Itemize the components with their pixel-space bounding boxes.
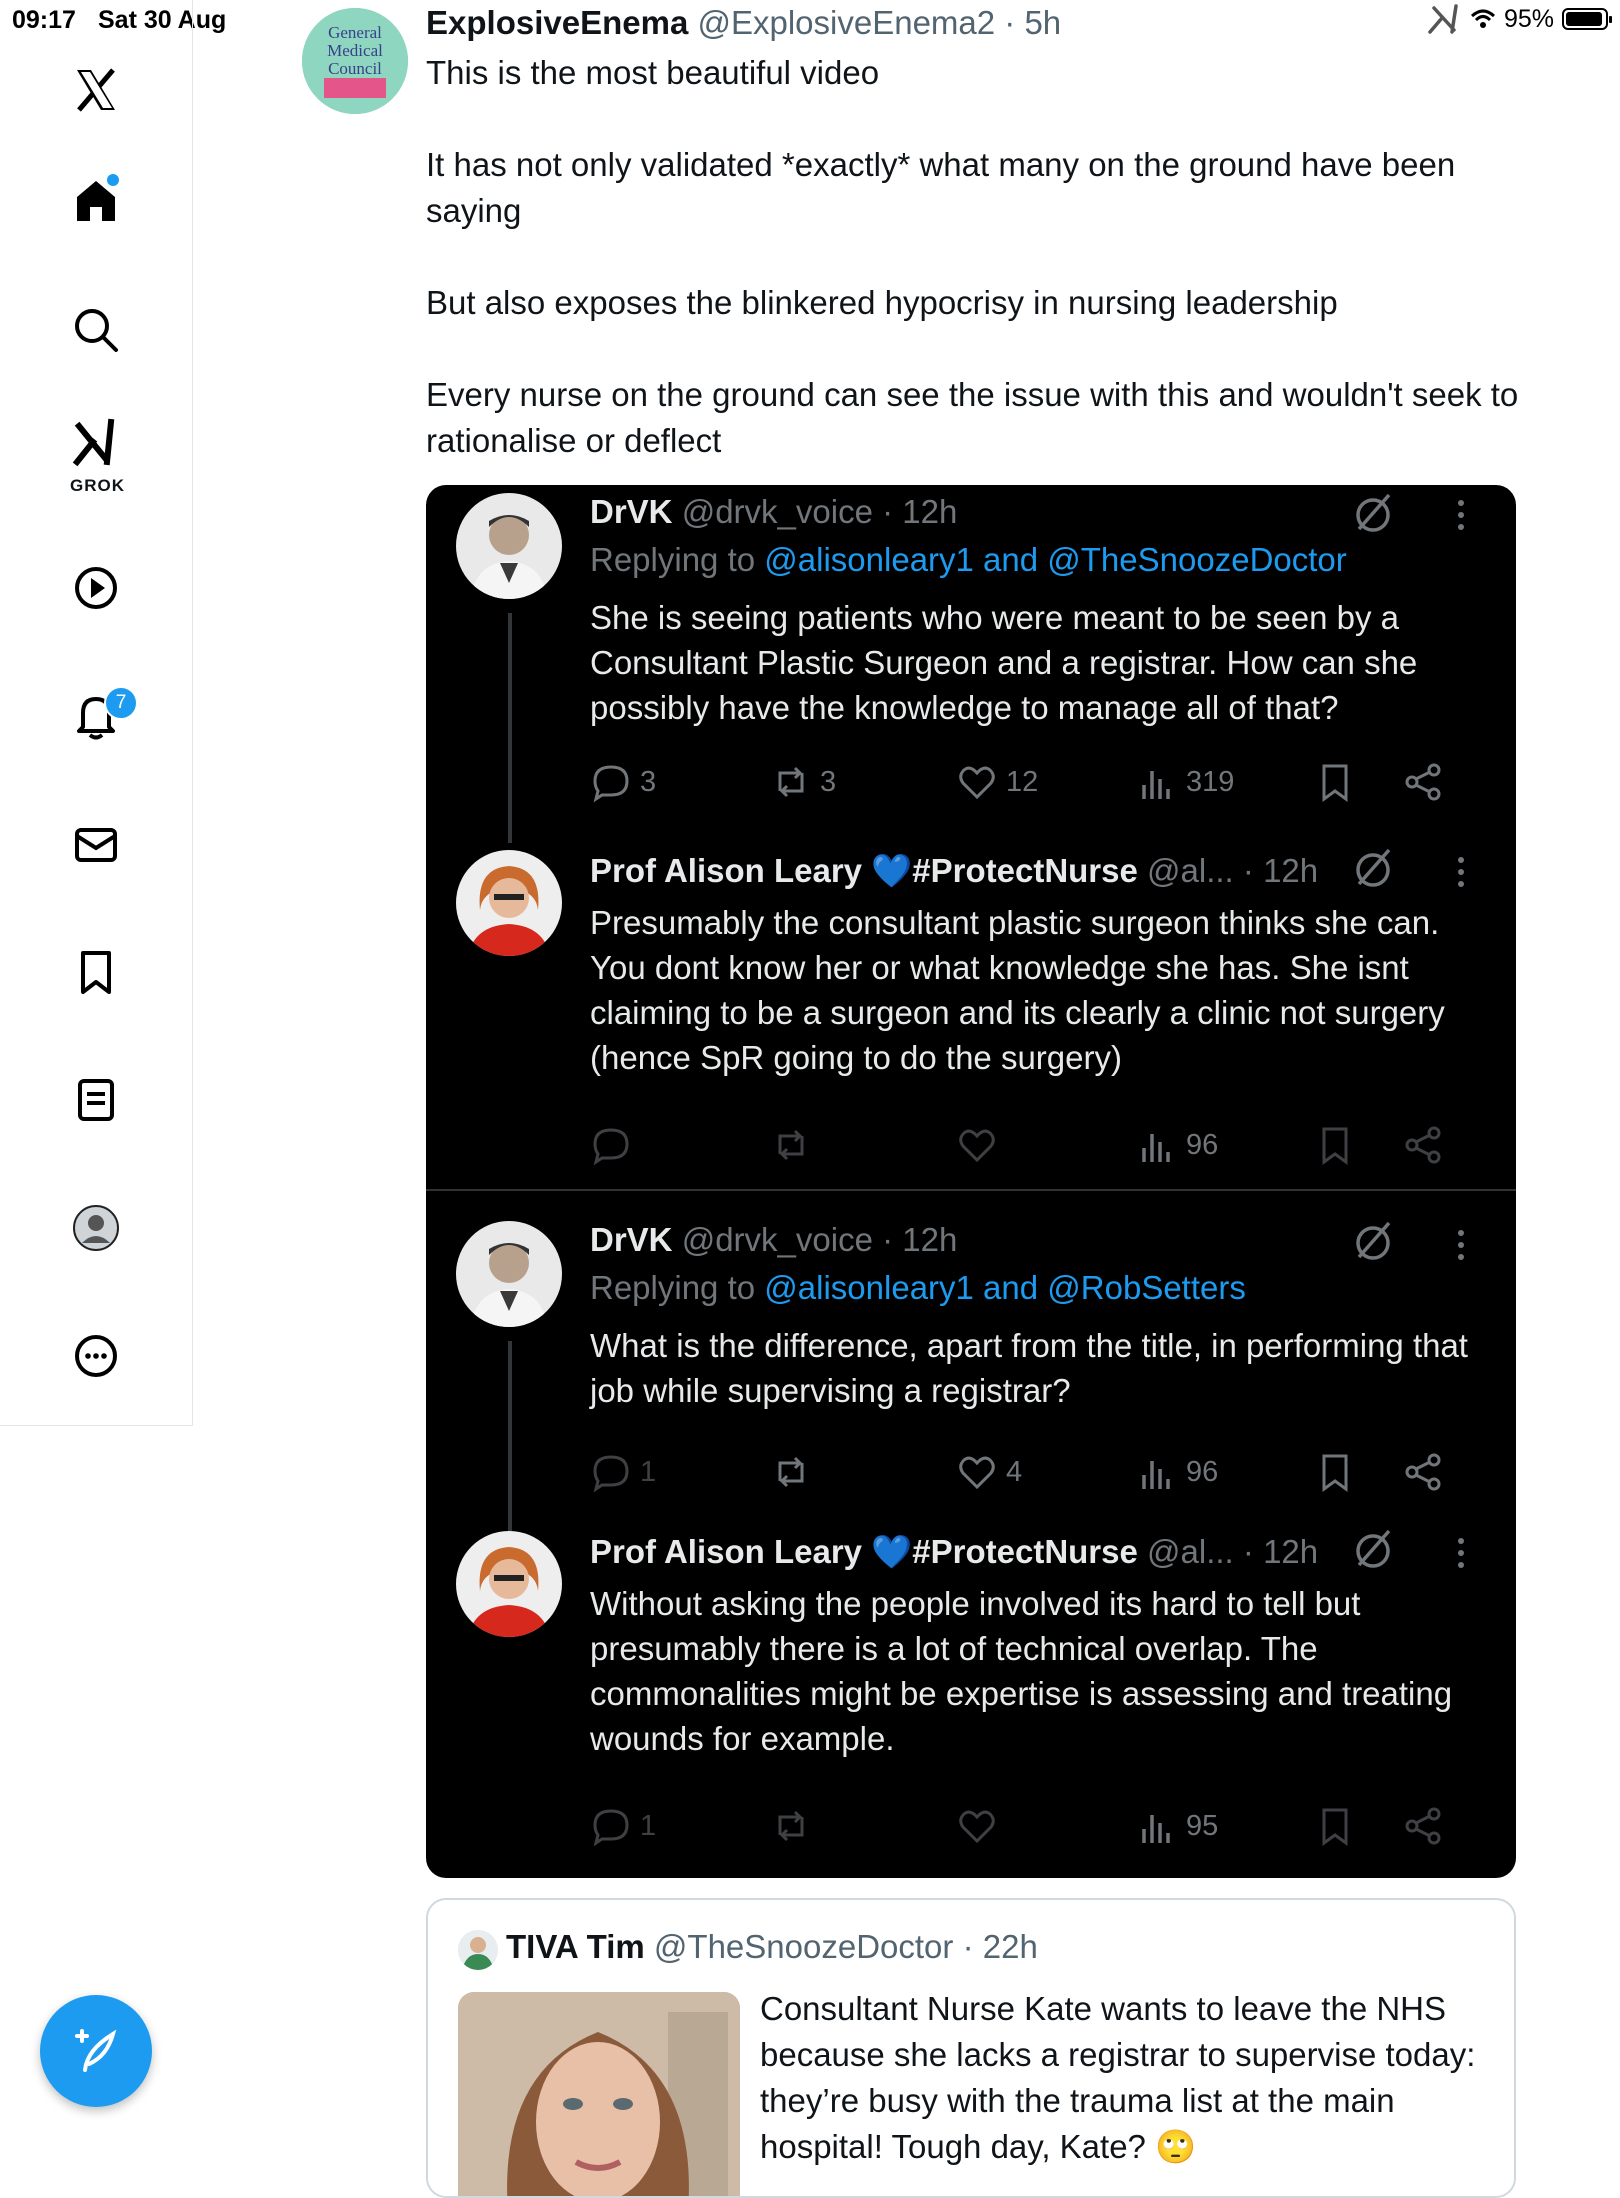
tweet-paragraph: But also exposes the blinkered hypocrisy in nursing leadership <box>426 284 1338 321</box>
bookmark-icon <box>1314 1451 1356 1493</box>
views-chart-icon <box>1136 1451 1178 1493</box>
views-chart-icon <box>1136 1124 1178 1166</box>
thread-connector-line <box>508 613 512 843</box>
share-button[interactable] <box>1402 1120 1444 1170</box>
reply-avatar[interactable] <box>456 1221 562 1327</box>
reply-text: Presumably the consultant plastic surgeon thinks she can. You dont know her or what knowledge she has. She isnt claiming to be a surgeon and its clearly a clinic not surgery (hence SpR going to do the surgery) <box>590 904 1445 1076</box>
nav-grok[interactable] <box>0 400 192 500</box>
views-button[interactable] <box>1136 1447 1218 1497</box>
share-icon <box>1402 761 1444 803</box>
gmc-logo-avatar <box>302 8 408 114</box>
nav-profile[interactable] <box>0 1178 192 1278</box>
thread-reply <box>426 850 1516 1210</box>
view-count: 319 <box>1186 765 1235 798</box>
thread-reply <box>426 1531 1516 1871</box>
reply-button[interactable] <box>590 1120 640 1170</box>
views-chart-icon <box>1136 761 1178 803</box>
alison-avatar <box>456 1531 562 1637</box>
comment-icon <box>590 1451 632 1493</box>
grok-status-icon <box>1428 4 1462 34</box>
bookmark-button[interactable] <box>1314 1447 1356 1497</box>
share-icon <box>1402 1451 1444 1493</box>
comment-icon <box>590 1805 632 1847</box>
bookmark-icon <box>1314 761 1356 803</box>
grok-label: GROK <box>70 476 125 495</box>
sidebar <box>0 0 193 1426</box>
reply-author-handle[interactable]: @drvk_voice <box>681 1221 873 1258</box>
alison-avatar <box>456 850 562 956</box>
wifi-icon <box>1470 8 1496 30</box>
nav-notifications[interactable] <box>0 666 192 766</box>
reply-time[interactable]: · 12h <box>882 493 958 530</box>
replying-to <box>590 541 1347 579</box>
repost-icon <box>770 1451 812 1493</box>
share-button[interactable] <box>1402 1447 1444 1497</box>
quoted-header <box>506 1928 1038 1966</box>
bookmark-button[interactable] <box>1314 1801 1356 1851</box>
reply-author-handle[interactable]: @drvk_voice <box>681 493 873 530</box>
reply-author-handle[interactable]: @al... <box>1147 852 1234 889</box>
home-unread-dot <box>107 174 119 186</box>
reply-button[interactable] <box>590 1801 656 1851</box>
drvk-avatar <box>456 1221 562 1327</box>
share-icon <box>1402 1124 1444 1166</box>
reply-header <box>590 852 1318 891</box>
grok-icon <box>71 418 121 468</box>
svg-text:Council: Council <box>328 59 382 78</box>
video-play-icon <box>71 563 121 613</box>
quoted-author-handle[interactable]: @TheSnoozeDoctor <box>653 1928 954 1965</box>
battery-percent: 95% <box>1503 4 1554 33</box>
status-date: Sat 30 Aug <box>98 6 227 34</box>
reply-count: 3 <box>640 765 657 798</box>
repost-button[interactable] <box>770 757 836 807</box>
view-count: 95 <box>1186 1809 1219 1842</box>
nav-home[interactable] <box>0 150 192 250</box>
mail-icon <box>71 820 121 870</box>
nav-lists[interactable] <box>0 1050 192 1150</box>
drvk-avatar <box>456 493 562 599</box>
repost-icon <box>770 1805 812 1847</box>
more-options-icon[interactable] <box>1454 495 1468 535</box>
replying-to <box>590 1269 1246 1307</box>
quoted-tweet-card[interactable] <box>426 1898 1516 2198</box>
share-button[interactable] <box>1402 757 1444 807</box>
replying-to-users[interactable]: @alisonleary1 and @RobSetters <box>764 1269 1246 1306</box>
replying-to-prefix: Replying to <box>590 1269 756 1306</box>
repost-icon <box>770 761 812 803</box>
heart-icon <box>956 1451 998 1493</box>
nav-video[interactable] <box>0 538 192 638</box>
reply-text: She is seeing patients who were meant to be seen by a Consultant Plastic Surgeon and a registrar. How can she possibly have the knowledge to manage all of that? <box>590 599 1418 726</box>
grok-explain-icon[interactable] <box>1351 1527 1395 1571</box>
compose-feather-icon <box>71 2026 121 2076</box>
bookmark-icon <box>1314 1124 1356 1166</box>
heart-icon <box>956 761 998 803</box>
tweet-paragraph: Every nurse on the ground can see the issue with this and wouldn't seek to rationalise or deflect <box>426 376 1519 459</box>
reply-time[interactable]: · 12h <box>1242 852 1319 889</box>
thread-connector-line <box>508 1341 512 1536</box>
view-count: 96 <box>1186 1455 1219 1488</box>
compose-post-button[interactable] <box>40 1995 152 2107</box>
nav-more[interactable] <box>0 1306 192 1406</box>
battery-level <box>1566 12 1602 26</box>
reply-author-name[interactable]: DrVK <box>590 1221 673 1258</box>
grok-explain-icon[interactable] <box>1351 846 1395 890</box>
profile-avatar-icon <box>71 1203 121 1253</box>
video-thumbnail[interactable] <box>458 1992 740 2198</box>
tweet-paragraph: It has not only validated *exactly* what many on the ground have been saying <box>426 146 1456 229</box>
tweet-time[interactable]: · 5h <box>1004 4 1062 41</box>
reply-header <box>590 1533 1318 1572</box>
like-button[interactable] <box>956 1447 1022 1497</box>
quoted-author-name[interactable]: TIVA Tim <box>506 1928 645 1965</box>
reply-author-name[interactable]: Prof Alison Leary 💙#ProtectNurse <box>590 852 1138 889</box>
views-button[interactable] <box>1136 1120 1218 1170</box>
reply-actions <box>590 1120 1490 1170</box>
quoted-thread-card[interactable] <box>426 485 1516 1878</box>
more-circle-icon <box>71 1331 121 1381</box>
quoted-tweet-text: Consultant Nurse Kate wants to leave the NHS because she lacks a registrar to supervise today: they’re busy with the trauma list at the main hospital! Tough day, Kate? 🙄 <box>760 1990 1476 2165</box>
grok-explain-icon[interactable] <box>1351 491 1395 535</box>
tweet-author-name[interactable]: ExplosiveEnema <box>426 4 689 41</box>
reply-text: Without asking the people involved its hard to tell but presumably there is a lot of technical overlap. The commonalities might be expertise is assessing and treating wounds for example. <box>590 1585 1453 1757</box>
heart-icon <box>956 1124 998 1166</box>
reply-actions <box>590 1801 1490 1851</box>
repost-button[interactable] <box>770 1447 812 1497</box>
views-chart-icon <box>1136 1805 1178 1847</box>
reply-count: 1 <box>640 1809 657 1842</box>
like-count: 4 <box>1006 1455 1023 1488</box>
like-count: 12 <box>1006 765 1039 798</box>
more-options-icon[interactable] <box>1454 852 1468 892</box>
svg-text:General: General <box>328 23 382 42</box>
video-thumbnail-image <box>458 1992 740 2198</box>
x-logo-icon <box>71 65 121 115</box>
views-button[interactable] <box>1136 1801 1218 1851</box>
more-options-icon[interactable] <box>1454 1225 1468 1265</box>
replying-to-users[interactable]: @alisonleary1 and @TheSnoozeDoctor <box>764 541 1347 578</box>
reply-author-name[interactable]: Prof Alison Leary 💙#ProtectNurse <box>590 1533 1138 1570</box>
share-button[interactable] <box>1402 1801 1444 1851</box>
battery-icon <box>1562 8 1608 30</box>
nav-search[interactable] <box>0 280 192 380</box>
repost-button[interactable] <box>770 1120 812 1170</box>
like-button[interactable] <box>956 1120 998 1170</box>
share-icon <box>1402 1805 1444 1847</box>
reply-text: What is the difference, apart from the title, in performing that job while supervising a registrar? <box>590 1327 1468 1409</box>
grok-explain-icon[interactable] <box>1351 1219 1395 1263</box>
thread-reply <box>426 1213 1516 1543</box>
views-button[interactable] <box>1136 757 1234 807</box>
search-icon <box>71 305 121 355</box>
status-time: 09:17 <box>12 6 76 34</box>
bookmark-button[interactable] <box>1314 757 1356 807</box>
bookmark-button[interactable] <box>1314 1120 1356 1170</box>
author-avatar[interactable] <box>302 8 408 114</box>
thread-divider <box>426 1189 1516 1191</box>
status-right <box>1428 4 1608 34</box>
reply-count: 1 <box>640 1455 657 1488</box>
svg-text:Medical: Medical <box>327 41 383 60</box>
x-logo-button[interactable] <box>0 40 192 140</box>
reply-button[interactable] <box>590 1447 656 1497</box>
comment-icon <box>590 1124 632 1166</box>
heart-icon <box>956 1805 998 1847</box>
repost-button[interactable] <box>770 1801 812 1851</box>
reply-avatar[interactable] <box>456 1531 562 1637</box>
reply-avatar[interactable] <box>456 493 562 599</box>
reply-time[interactable]: · 12h <box>1242 1533 1319 1570</box>
like-button[interactable] <box>956 1801 998 1851</box>
nav-bookmarks[interactable] <box>0 922 192 1022</box>
reply-header <box>590 493 957 531</box>
reply-avatar[interactable] <box>456 850 562 956</box>
notifications-badge: 7 <box>104 686 138 720</box>
tweet-header <box>426 4 1061 42</box>
tweet-paragraph: This is the most beautiful video <box>426 54 880 91</box>
tweet-body <box>426 50 1536 510</box>
reply-author-name[interactable]: DrVK <box>590 493 673 530</box>
bookmark-icon <box>71 947 121 997</box>
reply-actions <box>590 757 1490 807</box>
quoted-time[interactable]: · 22h <box>962 1928 1038 1965</box>
view-count: 96 <box>1186 1128 1219 1161</box>
more-options-icon[interactable] <box>1454 1533 1468 1573</box>
list-icon <box>71 1075 121 1125</box>
tiva-avatar <box>458 1930 498 1970</box>
reply-time[interactable]: · 12h <box>882 1221 958 1258</box>
reply-button[interactable] <box>590 757 656 807</box>
bookmark-icon <box>1314 1805 1356 1847</box>
like-button[interactable] <box>956 757 1038 807</box>
quoted-author-avatar[interactable] <box>458 1930 498 1970</box>
repost-icon <box>770 1124 812 1166</box>
repost-count: 3 <box>820 765 837 798</box>
comment-icon <box>590 761 632 803</box>
reply-header <box>590 1221 957 1259</box>
nav-messages[interactable] <box>0 795 192 895</box>
reply-actions <box>590 1447 1490 1497</box>
reply-author-handle[interactable]: @al... <box>1147 1533 1234 1570</box>
replying-to-prefix: Replying to <box>590 541 756 578</box>
tweet-author-handle[interactable]: @ExplosiveEnema2 <box>697 4 996 41</box>
